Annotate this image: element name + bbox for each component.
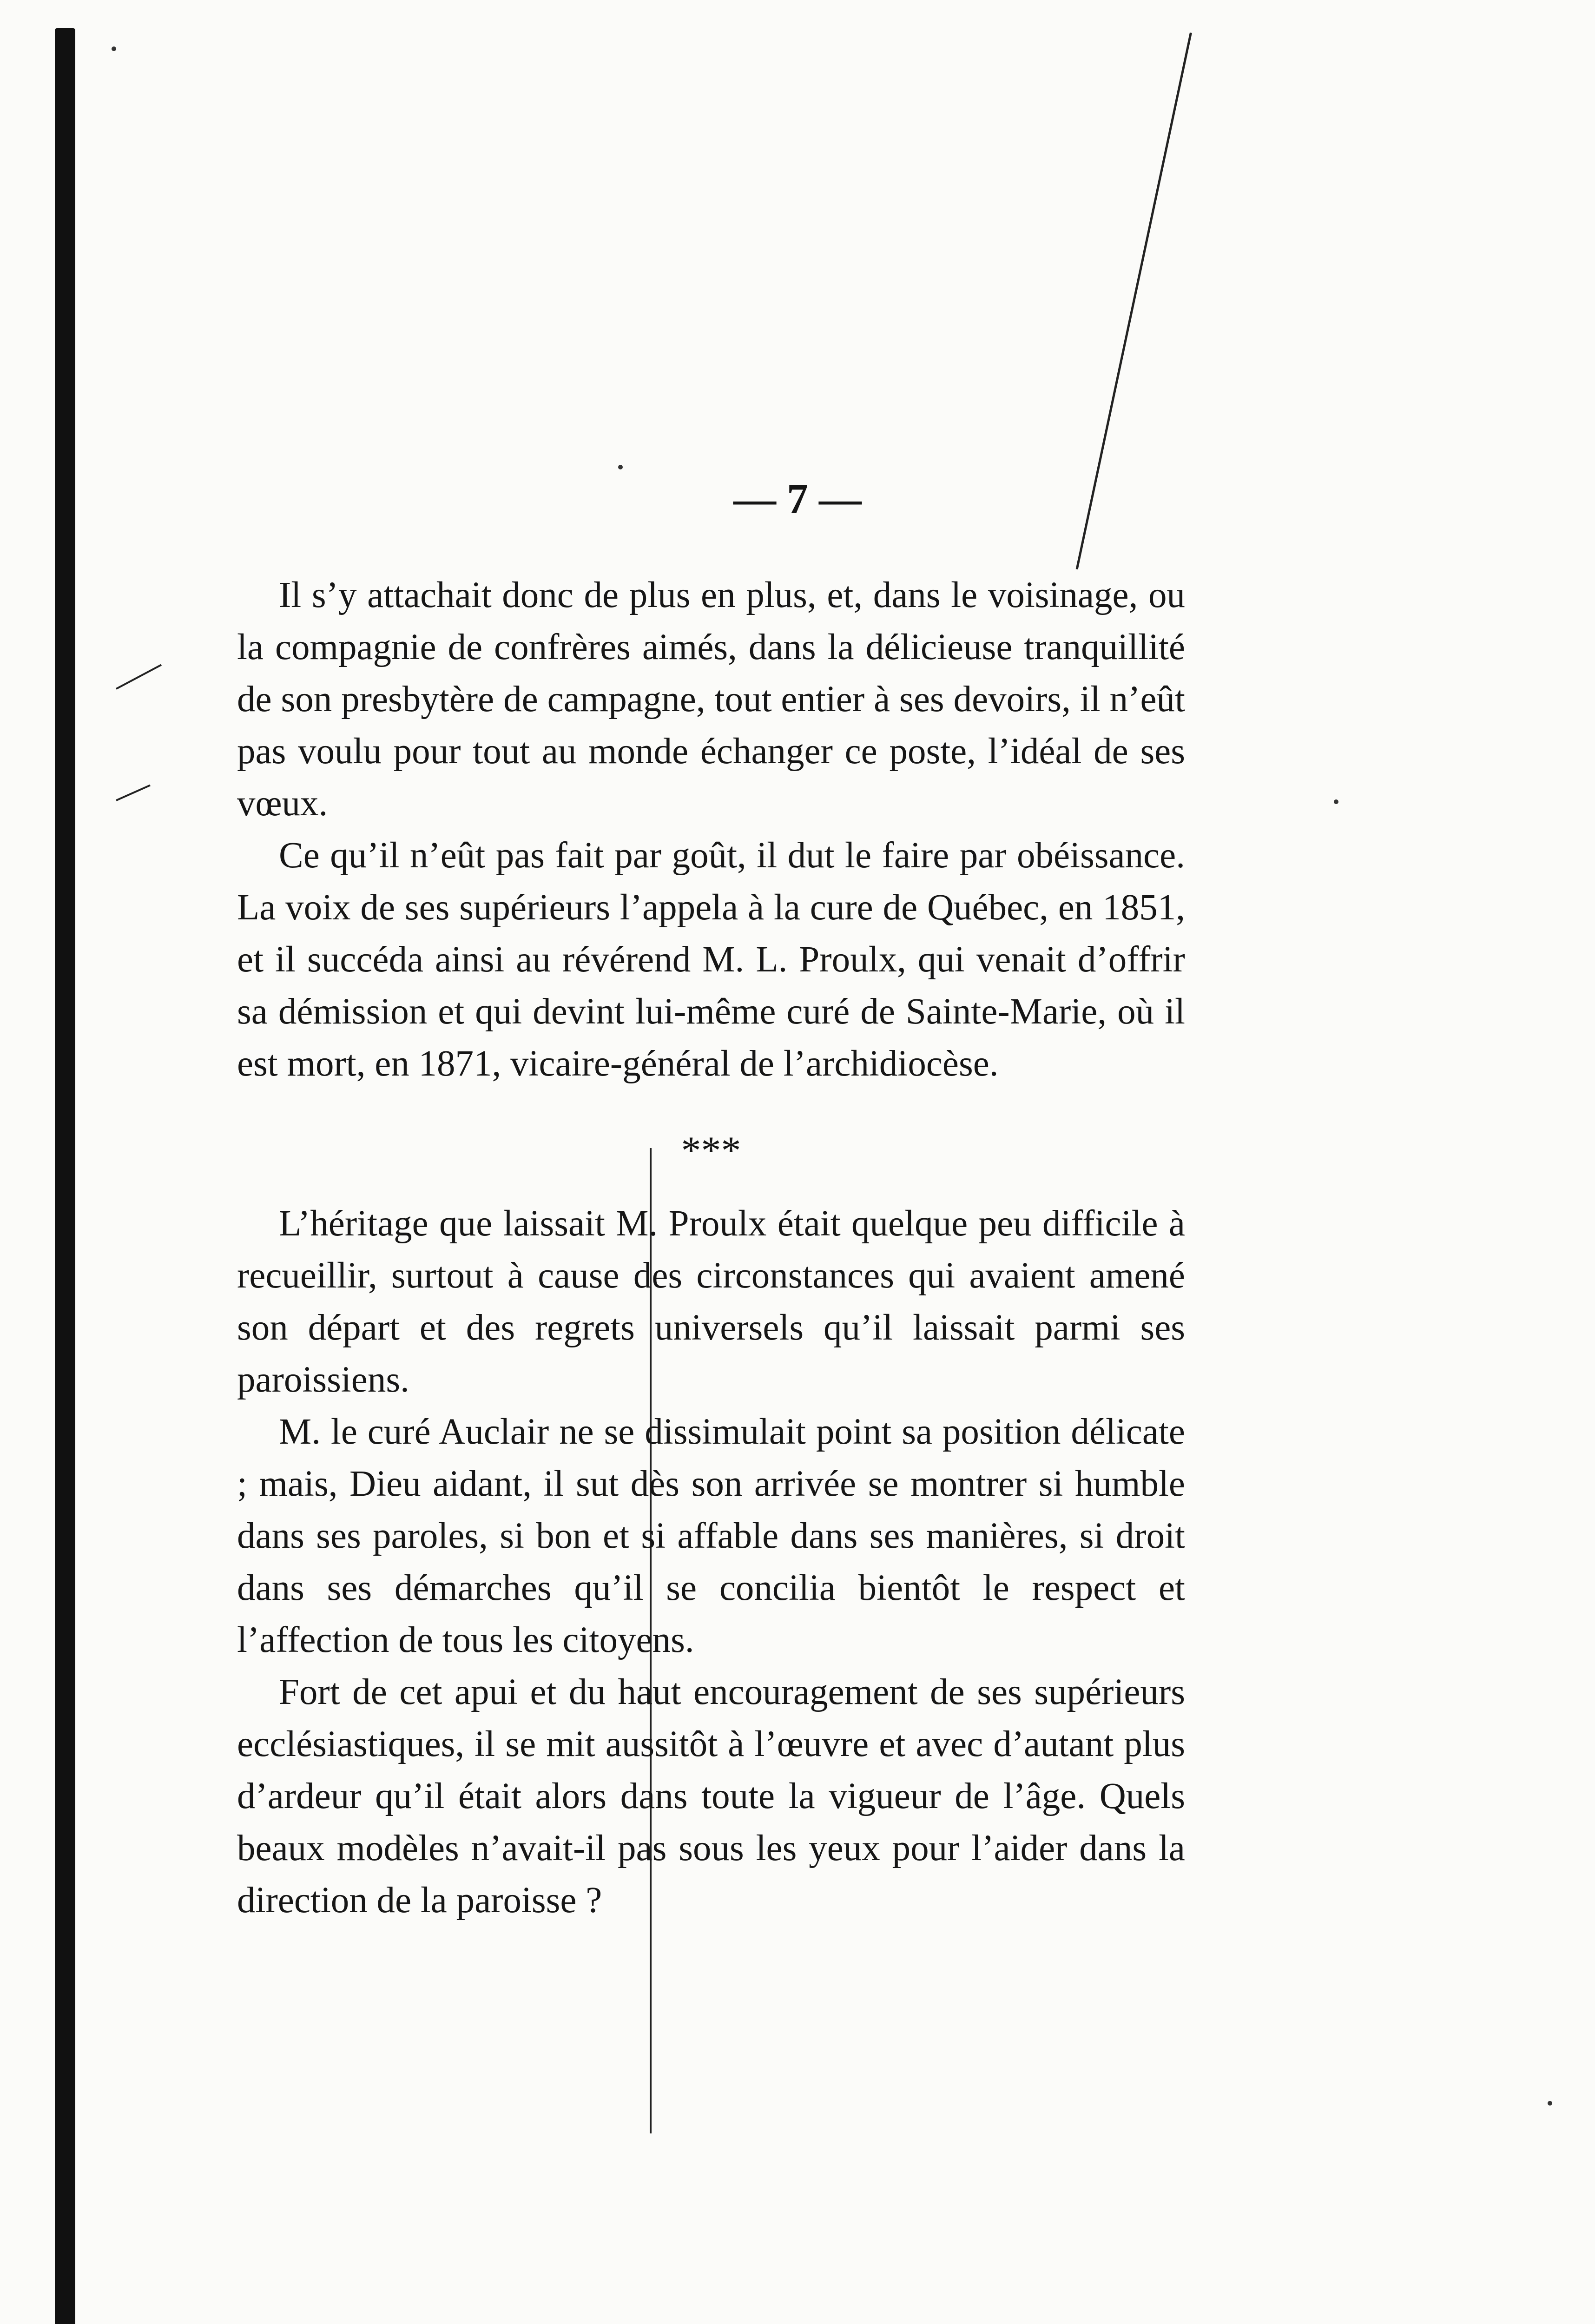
paragraph: Il s’y attachait donc de plus en plus, et, dans le voisinage, ou la compagnie de confrères aimés, dans la délicieuse tranquillité de son presbytère de campagne, tout entier à ses devoirs, il n’eût pas voulu pour tout au monde échanger ce poste, l’idéal de ses vœux. xyxy=(237,575,1185,824)
section-separator: *** xyxy=(681,1128,741,1173)
paragraph: Fort de cet apui et du haut encouragement de ses supérieurs ecclésiastiques, il se mit aussitôt à l’œuvre et avec d’autant plus d’ardeur qu’il était alors dans toute la vigueur de l’âge. Quels beaux modèles n’avait-il pas sous les yeux pour l’aider dans la direction de la paroisse ? xyxy=(237,1672,1185,1921)
left-binding-edge xyxy=(55,28,75,2324)
body-text xyxy=(237,569,1185,1927)
ink-speck xyxy=(112,46,116,51)
paragraph: Ce qu’il n’eût pas fait par goût, il dut le faire par obéissance. La voix de ses supérieurs l’appela à la cure de Québec, en 1851, et il succéda ainsi au révérend M. L. Proulx, qui venait d’offrir sa démission et qui devint lui-même curé de Sainte-Marie, où il est mort, en 1871, vicaire-général de l’archidiocèse. xyxy=(237,835,1185,1084)
scan-streak xyxy=(116,785,151,801)
ink-speck xyxy=(1548,2101,1552,2106)
ink-speck xyxy=(1334,799,1338,804)
page-number: — 7 — xyxy=(733,475,862,522)
paragraph: L’héritage que laissait M. Proulx était quelque peu difficile à recueillir, surtout à cause des circonstances qui avaient amené son départ et des regrets universels qu’il laissait parmi ses paroissiens. xyxy=(237,1203,1185,1400)
ink-speck xyxy=(618,465,623,469)
paragraph: M. le curé Auclair ne se dissimulait point sa position délicate ; mais, Dieu aidant, il sut dès son arrivée se montrer si humble dans ses paroles, si bon et si affable dans ses manières, si droit dans ses démarches qu’il se concilia bientôt le respect et l’affection de tous les citoyens. xyxy=(237,1412,1185,1660)
scan-streak xyxy=(116,664,162,690)
